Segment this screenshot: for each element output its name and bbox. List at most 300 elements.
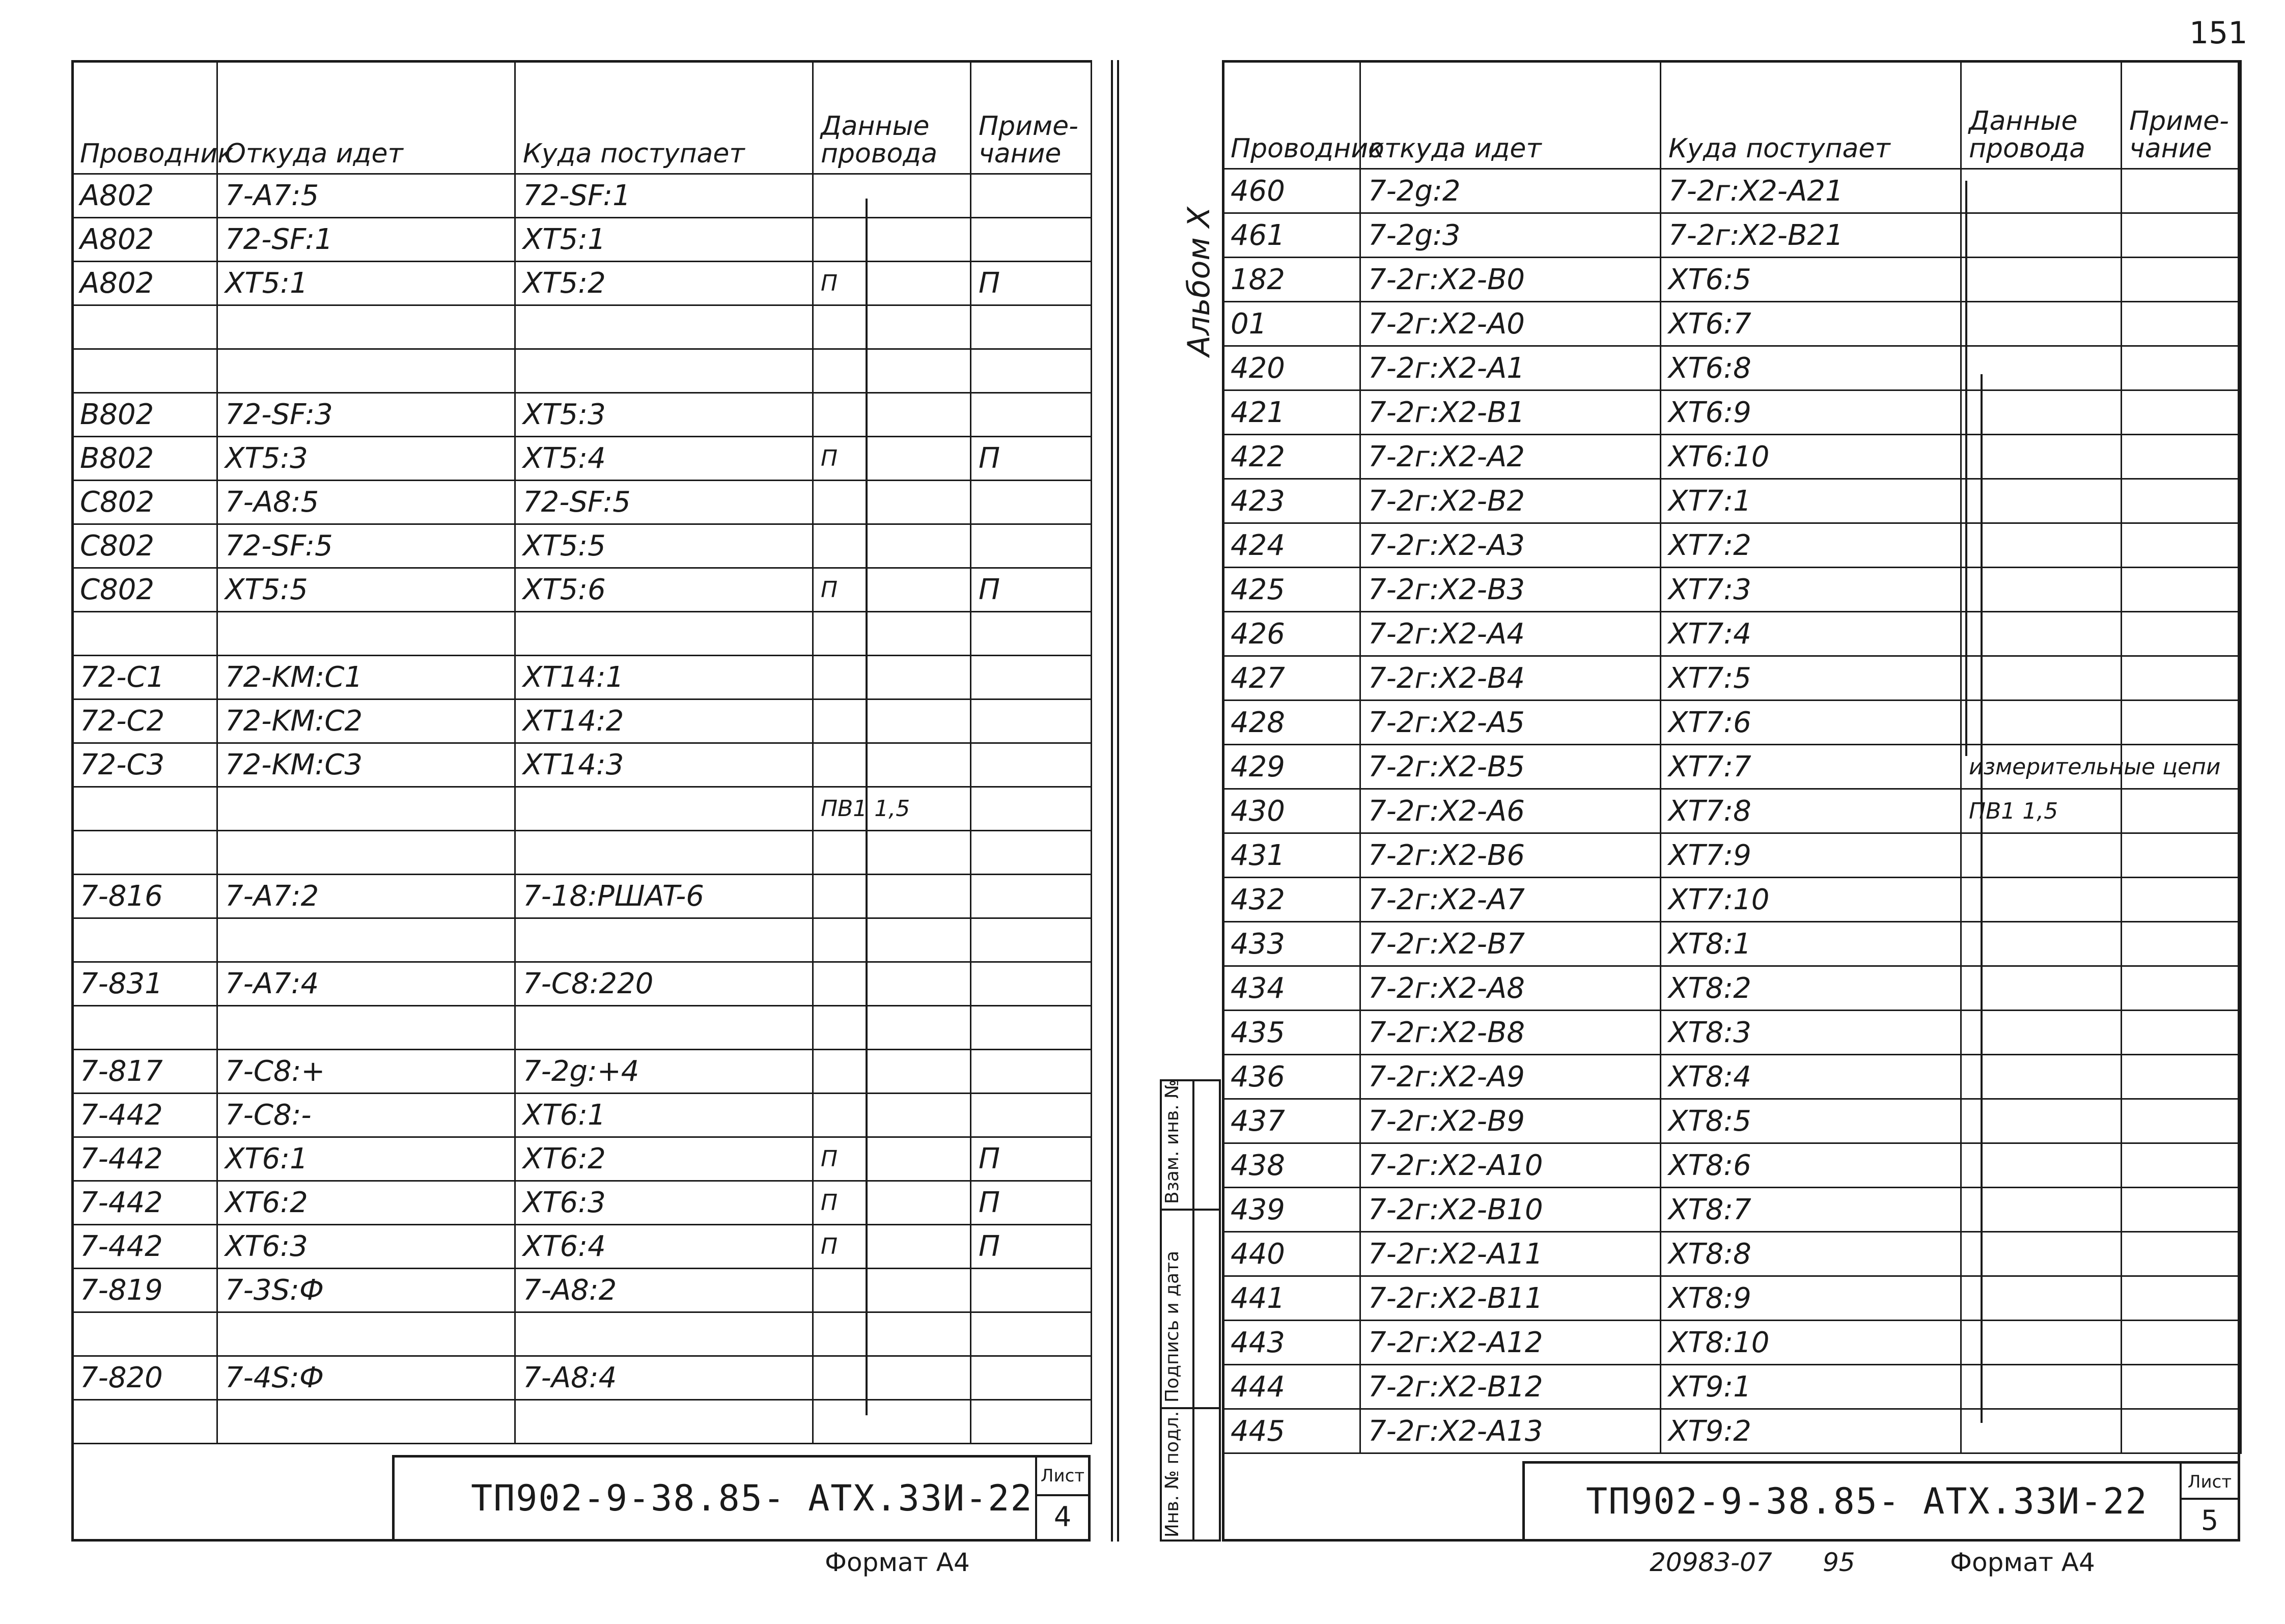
left-cell-to: XT6:1	[515, 1094, 813, 1137]
right-cell-conductor: 460	[1223, 169, 1360, 213]
right-cell-conductor: 425	[1223, 568, 1360, 612]
right-cell-conductor: 440	[1223, 1232, 1360, 1276]
right-cell-from: 7-2г:X2-A13	[1360, 1409, 1661, 1453]
left-cell-note	[971, 481, 1092, 524]
right-cell-note	[2122, 568, 2241, 612]
left-table-row	[72, 962, 1092, 1006]
right-cell-to: XT7:6	[1661, 701, 1961, 745]
right-cell-wire-data	[1961, 1055, 2122, 1099]
sheet-divider	[1111, 60, 1119, 1542]
right-table-row	[1223, 745, 2241, 789]
left-table-row	[72, 1269, 1092, 1312]
left-table-row	[72, 393, 1092, 437]
right-cell-wire-data	[1961, 346, 2122, 390]
left-cell-to: 72-SF:5	[515, 481, 813, 524]
left-cell-to: XT6:4	[515, 1225, 813, 1269]
right-cell-wire-data	[1961, 612, 2122, 656]
left-table-row	[72, 1137, 1092, 1181]
left-cell-from: 72-SF:1	[217, 218, 515, 262]
left-cell-to: XT5:1	[515, 218, 813, 262]
left-cell-conductor: 72-C2	[72, 699, 217, 743]
right-cell-from: 7-2г:X2-B7	[1360, 922, 1661, 966]
left-cell-conductor: A802	[72, 174, 217, 218]
right-table-row	[1223, 1143, 2241, 1188]
left-cell-wire-data	[813, 1094, 971, 1137]
left-stamp-code: ТП902-9-38.85- АТХ.33И-22	[471, 1477, 1033, 1519]
doc-page: 95	[1823, 1548, 1855, 1577]
left-cell-note	[971, 1050, 1092, 1094]
right-wire-data-brace-upper	[1965, 181, 1967, 756]
left-cell-from: 7-4S:Ф	[217, 1356, 515, 1400]
right-cell-conductor: 424	[1223, 523, 1360, 568]
left-cell-wire-data	[813, 524, 971, 568]
left-cell-conductor	[72, 831, 217, 875]
right-cell-from: 7-2г:X2-B1	[1360, 390, 1661, 435]
right-cell-from: 7-2г:X2-A11	[1360, 1232, 1661, 1276]
right-cell-note	[2122, 258, 2241, 302]
left-cell-note	[971, 1094, 1092, 1137]
right-cell-note	[2122, 878, 2241, 922]
left-cell-to: XT5:3	[515, 393, 813, 437]
right-cell-wire-data	[1961, 1188, 2122, 1232]
right-table-row	[1223, 390, 2241, 435]
left-cell-wire-data	[813, 962, 971, 1006]
right-table-row	[1223, 789, 2241, 833]
right-table-row	[1223, 1321, 2241, 1365]
right-cell-wire-data	[1961, 568, 2122, 612]
left-table-row	[72, 437, 1092, 481]
right-stamp-code: ТП902-9-38.85- АТХ.33И-22	[1586, 1480, 2148, 1522]
left-cell-note	[971, 612, 1092, 656]
left-cell-to: 7-C8:220	[515, 962, 813, 1006]
left-cell-from: 7-C8:+	[217, 1050, 515, 1094]
left-col-conductor: Проводник	[72, 61, 217, 174]
left-cell-from	[217, 1006, 515, 1050]
left-cell-wire-data	[813, 1269, 971, 1312]
right-cell-conductor: 423	[1223, 479, 1360, 523]
right-cell-from: 7-2г:X2-B0	[1360, 258, 1661, 302]
right-cell-conductor: 428	[1223, 701, 1360, 745]
left-cell-note	[971, 1356, 1092, 1400]
right-sheet-label-box	[2180, 1464, 2238, 1539]
left-cell-to: 72-SF:1	[515, 174, 813, 218]
left-cell-wire-data	[813, 481, 971, 524]
right-cell-wire-data	[1961, 213, 2122, 258]
left-cell-conductor	[72, 1400, 217, 1444]
right-cell-from: 7-2г:X2-B4	[1360, 656, 1661, 701]
right-cell-to: XT7:7	[1661, 745, 1961, 789]
right-cell-note	[2122, 1321, 2241, 1365]
left-sheet-number: 4	[1053, 1501, 1072, 1533]
right-table-row	[1223, 258, 2241, 302]
page-corner-number: 151	[2189, 15, 2248, 51]
right-cell-conductor: 182	[1223, 258, 1360, 302]
right-cell-note	[2122, 1276, 2241, 1321]
left-cell-conductor: 72-C3	[72, 743, 217, 787]
right-cell-note	[2122, 612, 2241, 656]
right-cell-wire-data	[1961, 966, 2122, 1011]
right-cell-wire-data	[1961, 1276, 2122, 1321]
right-cell-conductor: 434	[1223, 966, 1360, 1011]
left-cell-note: П	[971, 262, 1092, 305]
right-cell-note	[2122, 833, 2241, 878]
right-cell-from: 7-2г:X2-B10	[1360, 1188, 1661, 1232]
left-cell-conductor	[72, 918, 217, 962]
right-cell-conductor: 461	[1223, 213, 1360, 258]
right-cell-to: XT7:10	[1661, 878, 1961, 922]
right-cell-note	[2122, 1232, 2241, 1276]
right-cell-wire-data	[1961, 1232, 2122, 1276]
right-cell-note	[2122, 390, 2241, 435]
right-cell-note	[2122, 1188, 2241, 1232]
left-sheet-label-box	[1035, 1458, 1088, 1539]
left-cell-to: 7-A8:2	[515, 1269, 813, 1312]
right-cell-note	[2122, 1143, 2241, 1188]
right-cell-note	[2122, 435, 2241, 479]
right-cell-note	[2122, 1365, 2241, 1409]
right-cell-to: XT7:9	[1661, 833, 1961, 878]
right-cell-wire-data	[1961, 435, 2122, 479]
right-cell-from: 7-2г:X2-A2	[1360, 435, 1661, 479]
left-cell-from: 7-3S:Ф	[217, 1269, 515, 1312]
left-cell-wire-data	[813, 1050, 971, 1094]
right-table-row	[1223, 1409, 2241, 1453]
right-cell-wire-data	[1961, 169, 2122, 213]
left-cell-to	[515, 349, 813, 393]
left-cell-to	[515, 831, 813, 875]
right-cell-conductor: 435	[1223, 1011, 1360, 1055]
left-table-row	[72, 218, 1092, 262]
left-cell-from: XT6:2	[217, 1181, 515, 1225]
left-cell-to: XT14:2	[515, 699, 813, 743]
left-cell-to: XT5:4	[515, 437, 813, 481]
left-cell-wire-data	[813, 1312, 971, 1356]
left-cell-wire-data: П	[813, 437, 971, 481]
left-cell-wire-data	[813, 1356, 971, 1400]
left-cell-note: П	[971, 568, 1092, 612]
left-cell-conductor: C802	[72, 524, 217, 568]
right-cell-wire-data	[1961, 701, 2122, 745]
right-cell-to: XT8:10	[1661, 1321, 1961, 1365]
left-cell-conductor: 7-820	[72, 1356, 217, 1400]
left-cell-from	[217, 831, 515, 875]
right-cell-wire-data	[1961, 922, 2122, 966]
right-cell-note	[2122, 1055, 2241, 1099]
right-cell-conductor: 431	[1223, 833, 1360, 878]
left-cell-from: 7-A7:2	[217, 875, 515, 918]
left-cell-from	[217, 612, 515, 656]
left-cell-conductor	[72, 787, 217, 831]
left-cell-wire-data	[813, 393, 971, 437]
right-cell-to: XT8:1	[1661, 922, 1961, 966]
left-cell-conductor	[72, 1006, 217, 1050]
left-cell-wire-data: П	[813, 1137, 971, 1181]
right-cell-wire-data	[1961, 1143, 2122, 1188]
left-cell-conductor: 7-817	[72, 1050, 217, 1094]
right-cell-from: 7-2г:X2-B2	[1360, 479, 1661, 523]
left-cell-conductor: A802	[72, 262, 217, 305]
right-cell-to: XT6:5	[1661, 258, 1961, 302]
left-cell-conductor: 7-442	[72, 1137, 217, 1181]
right-table-row	[1223, 523, 2241, 568]
left-table-row	[72, 1312, 1092, 1356]
right-table-row	[1223, 1188, 2241, 1232]
left-cell-from: XT5:1	[217, 262, 515, 305]
album-label: Альбом X	[1181, 207, 1217, 356]
left-table-row	[72, 481, 1092, 524]
left-cell-from	[217, 1312, 515, 1356]
right-cell-conductor: 438	[1223, 1143, 1360, 1188]
left-cell-to: XT14:3	[515, 743, 813, 787]
left-cell-note	[971, 699, 1092, 743]
left-cell-note: П	[971, 1137, 1092, 1181]
left-cell-from: 7-A7:4	[217, 962, 515, 1006]
left-cell-conductor: B802	[72, 393, 217, 437]
left-cell-wire-data	[813, 612, 971, 656]
left-cell-from	[217, 1400, 515, 1444]
left-cell-from	[217, 787, 515, 831]
right-table-row	[1223, 435, 2241, 479]
left-cell-wire-data: П	[813, 1225, 971, 1269]
right-wire-table	[1222, 60, 2242, 1454]
left-cell-wire-data	[813, 831, 971, 875]
right-cell-wire-data	[1961, 1409, 2122, 1453]
right-cell-to: XT8:2	[1661, 966, 1961, 1011]
right-cell-wire-data	[1961, 1099, 2122, 1143]
left-cell-from	[217, 918, 515, 962]
left-cell-wire-data: ПВ1 1,5	[813, 787, 971, 831]
right-format-label: Формат А4	[1950, 1548, 2095, 1577]
left-cell-note	[971, 1269, 1092, 1312]
left-table-row	[72, 787, 1092, 831]
right-cell-note	[2122, 656, 2241, 701]
right-table-row	[1223, 568, 2241, 612]
right-cell-conductor: 437	[1223, 1099, 1360, 1143]
left-table-row	[72, 1225, 1092, 1269]
right-cell-note	[2122, 789, 2241, 833]
right-cell-from: 7-2г:X2-B11	[1360, 1276, 1661, 1321]
right-cell-conductor: 432	[1223, 878, 1360, 922]
left-cell-note	[971, 962, 1092, 1006]
left-cell-wire-data: П	[813, 568, 971, 612]
left-cell-from: XT6:1	[217, 1137, 515, 1181]
right-cell-to: XT7:4	[1661, 612, 1961, 656]
left-cell-wire-data	[813, 174, 971, 218]
right-cell-to: XT8:8	[1661, 1232, 1961, 1276]
right-cell-to: XT9:2	[1661, 1409, 1961, 1453]
left-cell-conductor: A802	[72, 218, 217, 262]
left-cell-note	[971, 349, 1092, 393]
right-table-row	[1223, 878, 2241, 922]
right-cell-wire-data	[1961, 878, 2122, 922]
left-col-to: Куда поступает	[515, 61, 813, 174]
left-cell-conductor: 7-816	[72, 875, 217, 918]
left-header-row	[72, 61, 1092, 174]
left-wire-table	[71, 60, 1092, 1444]
side-stamp-inv: Инв. № подл.	[1162, 1411, 1183, 1537]
right-table-row	[1223, 1365, 2241, 1409]
right-cell-conductor: 430	[1223, 789, 1360, 833]
left-format-label: Формат А4	[825, 1548, 970, 1577]
right-cell-from: 7-2г:X2-A3	[1360, 523, 1661, 568]
left-cell-note	[971, 743, 1092, 787]
right-cell-from: 7-2г:X2-A5	[1360, 701, 1661, 745]
left-table-row	[72, 831, 1092, 875]
right-cell-to: XT6:8	[1661, 346, 1961, 390]
right-cell-conductor: 439	[1223, 1188, 1360, 1232]
right-cell-conductor: 441	[1223, 1276, 1360, 1321]
left-table-row	[72, 656, 1092, 699]
left-cell-note	[971, 305, 1092, 349]
left-cell-conductor: 7-819	[72, 1269, 217, 1312]
right-cell-wire-data: ПВ1 1,5	[1961, 789, 2122, 833]
right-cell-to: XT7:8	[1661, 789, 1961, 833]
left-cell-conductor: C802	[72, 568, 217, 612]
right-cell-wire-data	[1961, 302, 2122, 346]
right-cell-conductor: 444	[1223, 1365, 1360, 1409]
left-cell-conductor: 72-C1	[72, 656, 217, 699]
right-cell-wire-data: измерительные цепи	[1961, 745, 2122, 789]
right-col-to: Куда поступает	[1661, 61, 1961, 169]
right-cell-wire-data	[1961, 833, 2122, 878]
right-cell-from: 7-2г:X2-B6	[1360, 833, 1661, 878]
right-cell-from: 7-2г:X2-A8	[1360, 966, 1661, 1011]
right-table-row	[1223, 1055, 2241, 1099]
left-wire-data-brace	[866, 199, 868, 1415]
left-table-row	[72, 174, 1092, 218]
left-table-row	[72, 305, 1092, 349]
left-cell-wire-data	[813, 349, 971, 393]
right-cell-from: 7-2г:X2-B12	[1360, 1365, 1661, 1409]
right-cell-conductor: 427	[1223, 656, 1360, 701]
left-cell-to: XT14:1	[515, 656, 813, 699]
right-cell-note	[2122, 922, 2241, 966]
doc-number: 20983-07	[1650, 1548, 1772, 1577]
left-cell-wire-data	[813, 875, 971, 918]
left-cell-conductor	[72, 612, 217, 656]
right-cell-to: XT8:5	[1661, 1099, 1961, 1143]
left-cell-note	[971, 831, 1092, 875]
right-cell-conductor: 429	[1223, 745, 1360, 789]
left-cell-from: XT6:3	[217, 1225, 515, 1269]
right-cell-to: 7-2г:X2-B21	[1661, 213, 1961, 258]
left-cell-to	[515, 305, 813, 349]
left-cell-conductor	[72, 305, 217, 349]
left-cell-to	[515, 1400, 813, 1444]
left-cell-from: 72-KM:C3	[217, 743, 515, 787]
right-cell-to: XT8:6	[1661, 1143, 1961, 1188]
right-sheet-label: Лист	[2182, 1464, 2238, 1500]
left-cell-note	[971, 1312, 1092, 1356]
left-cell-wire-data	[813, 918, 971, 962]
left-col-note: Приме-чание	[971, 61, 1092, 174]
right-table-row	[1223, 833, 2241, 878]
left-cell-to	[515, 918, 813, 962]
left-cell-from: 7-A7:5	[217, 174, 515, 218]
right-cell-to: XT6:9	[1661, 390, 1961, 435]
right-cell-note	[2122, 169, 2241, 213]
right-cell-note	[2122, 966, 2241, 1011]
left-cell-note	[971, 918, 1092, 962]
right-cell-wire-data	[1961, 390, 2122, 435]
left-cell-note	[971, 524, 1092, 568]
right-cell-note	[2122, 1099, 2241, 1143]
left-cell-from: 7-A8:5	[217, 481, 515, 524]
right-cell-conductor: 01	[1223, 302, 1360, 346]
right-cell-to: XT6:10	[1661, 435, 1961, 479]
left-cell-wire-data	[813, 305, 971, 349]
right-cell-from: 7-2г:X2-B3	[1360, 568, 1661, 612]
left-cell-conductor: 7-442	[72, 1181, 217, 1225]
right-col-from: откуда идет	[1360, 61, 1661, 169]
left-cell-wire-data	[813, 743, 971, 787]
left-cell-to	[515, 612, 813, 656]
left-cell-from: 72-SF:3	[217, 393, 515, 437]
left-table-row	[72, 1050, 1092, 1094]
left-cell-wire-data	[813, 699, 971, 743]
left-cell-from	[217, 349, 515, 393]
left-cell-to	[515, 1006, 813, 1050]
left-cell-conductor: C802	[72, 481, 217, 524]
left-cell-to: 7-18:PШAT-6	[515, 875, 813, 918]
left-cell-to: 7-2g:+4	[515, 1050, 813, 1094]
left-table-row	[72, 349, 1092, 393]
left-cell-wire-data	[813, 656, 971, 699]
right-cell-wire-data	[1961, 1011, 2122, 1055]
left-cell-conductor	[72, 1312, 217, 1356]
right-header-row	[1223, 61, 2241, 169]
right-cell-from: 7-2g:3	[1360, 213, 1661, 258]
right-cell-from: 7-2г:X2-A6	[1360, 789, 1661, 833]
left-cell-note	[971, 1006, 1092, 1050]
left-cell-from	[217, 305, 515, 349]
right-cell-to: XT8:9	[1661, 1276, 1961, 1321]
left-cell-wire-data: П	[813, 262, 971, 305]
left-cell-note	[971, 875, 1092, 918]
left-cell-wire-data	[813, 1006, 971, 1050]
left-cell-to	[515, 1312, 813, 1356]
right-cell-wire-data	[1961, 523, 2122, 568]
right-cell-from: 7-2г:X2-A9	[1360, 1055, 1661, 1099]
left-cell-conductor: 7-831	[72, 962, 217, 1006]
left-table-row	[72, 262, 1092, 305]
left-table-row	[72, 918, 1092, 962]
left-cell-from: 7-C8:-	[217, 1094, 515, 1137]
left-cell-conductor: B802	[72, 437, 217, 481]
left-cell-note	[971, 174, 1092, 218]
right-col-conductor: Проводник	[1223, 61, 1360, 169]
right-cell-wire-data	[1961, 258, 2122, 302]
right-cell-note	[2122, 346, 2241, 390]
right-table-row	[1223, 213, 2241, 258]
right-cell-to: XT7:3	[1661, 568, 1961, 612]
left-cell-from: XT5:5	[217, 568, 515, 612]
left-cell-conductor: 7-442	[72, 1225, 217, 1269]
left-col-wire-data: Данные провода	[813, 61, 971, 174]
right-table-row	[1223, 922, 2241, 966]
right-cell-to: XT7:2	[1661, 523, 1961, 568]
right-table-row	[1223, 1232, 2241, 1276]
left-cell-to: XT6:3	[515, 1181, 813, 1225]
right-table-row	[1223, 612, 2241, 656]
right-cell-from: 7-2г:X2-B8	[1360, 1011, 1661, 1055]
right-cell-note	[2122, 213, 2241, 258]
left-cell-from: 72-SF:5	[217, 524, 515, 568]
right-cell-note	[2122, 701, 2241, 745]
left-cell-from: 72-KM:C2	[217, 699, 515, 743]
right-cell-note	[2122, 302, 2241, 346]
left-table-row	[72, 1181, 1092, 1225]
